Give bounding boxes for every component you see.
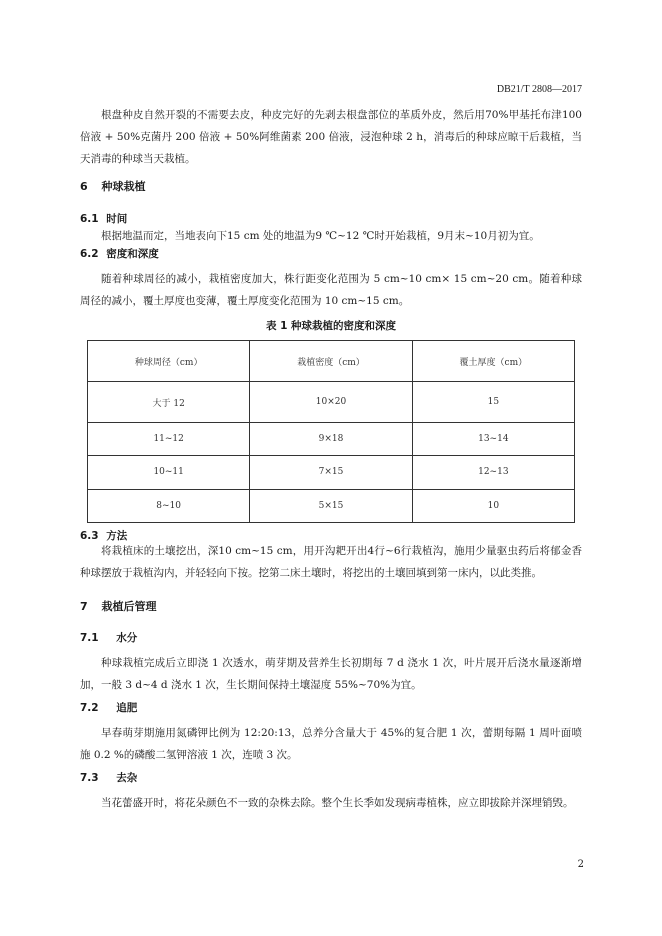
table-cell: 12~13 xyxy=(412,456,574,489)
section-7-1-text: 种球栽植完成后立即浇 1 次透水，萌芽期及营养生长初期每 7 d 浇水 1 次，叶片展开后浇水量逐渐增加，一般 3 d~4 d 浇水 1 次，生长期间保持土壤湿度 55%~70%为宜。 xyxy=(80,657,582,691)
table-cell: 11~12 xyxy=(88,423,250,456)
section-title: 时间 xyxy=(106,213,128,225)
table-cell: 5×15 xyxy=(250,489,412,522)
section-number: 7 xyxy=(80,600,88,613)
section-6-heading xyxy=(80,178,146,194)
table-row xyxy=(88,456,575,489)
table-row xyxy=(88,489,575,522)
section-6-2-text: 随着种球周径的减小，栽植密度加大，株行距变化范围为 5 cm~10 cm× 15 cm~20 cm。随着种球周径的减小，覆土厚度也变薄，覆土厚度变化范围为 10 cm~15 cm。 xyxy=(80,273,582,307)
table-caption: 表 1 种球栽植的密度和深度 xyxy=(265,320,397,332)
table-cell: 9×18 xyxy=(250,423,412,456)
section-number: 7.3 xyxy=(80,772,99,784)
table-cell: 15 xyxy=(412,382,574,423)
section-7-1-heading xyxy=(80,630,137,645)
table-cell: 10 xyxy=(412,489,574,522)
table-header-cell: 覆土厚度（cm） xyxy=(412,341,574,382)
table-cell: 8~10 xyxy=(88,489,250,522)
table-cell: 10×20 xyxy=(250,382,412,423)
section-number: 6.2 xyxy=(80,248,99,260)
section-6-1-heading xyxy=(80,211,127,226)
table-cell: 7×15 xyxy=(250,456,412,489)
table-header-cell: 种球周径（cm） xyxy=(88,341,250,382)
section-7-heading xyxy=(80,598,157,614)
table-row xyxy=(88,382,575,423)
table-1 xyxy=(87,340,575,523)
section-6-3-text: 将栽植床的土壤挖出，深10 cm~15 cm，用开沟耙开出4行~6行栽植沟，施用少量驱虫药后将郁金香种球摆放于栽植沟内，并轻轻向下按。挖第二床土壤时，将挖出的土壤回填到第一床内，以此类推。 xyxy=(80,545,582,579)
section-7-3-heading xyxy=(80,770,137,785)
page-number: 2 xyxy=(577,859,584,870)
section-number: 6.1 xyxy=(80,213,99,225)
table-cell: 10~11 xyxy=(88,456,250,489)
section-7-2-heading xyxy=(80,700,137,715)
table-header-cell: 栽植密度（cm） xyxy=(250,341,412,382)
intro-paragraph: 根盘种皮自然开裂的不需要去皮，种皮完好的先剥去根盘部位的革质外皮，然后用70%甲基托布津100 倍液 + 50%克菌丹 200 倍液 + 50%阿维菌素 200 倍液，浸泡种球 2 h，消毒后的种球应晾干后栽植，当天消毒的种球当天栽植。 xyxy=(80,109,582,165)
section-title: 密度和深度 xyxy=(106,248,159,260)
section-number: 7.2 xyxy=(80,702,99,714)
section-6-1-text: 根据地温而定，当地表向下15 cm 处的地温为9 ℃~12 ℃时开始栽植，9月末~10月初为宜。 xyxy=(101,230,540,242)
section-number: 7.1 xyxy=(80,632,99,644)
table-header-row xyxy=(88,341,575,382)
doc-code-header: DB21/T 2808—2017 xyxy=(496,84,582,95)
section-title: 追肥 xyxy=(116,702,138,714)
table-cell: 大于 12 xyxy=(88,382,250,423)
section-title: 栽植后管理 xyxy=(101,600,157,613)
section-title: 水分 xyxy=(116,632,138,644)
section-title: 方法 xyxy=(106,530,128,542)
table-cell: 13~14 xyxy=(412,423,574,456)
section-title: 种球栽植 xyxy=(101,180,146,193)
section-7-3-text: 当花蕾盛开时，将花朵颜色不一致的杂株去除。整个生长季如发现病毒植株，应立即拔除并深埋销毁。 xyxy=(101,797,574,809)
section-7-2-text: 早春萌芽期施用氮磷钾比例为 12:20:13，总养分含量大于 45%的复合肥 1 次，蕾期每隔 1 周叶面喷施 0.2 %的磷酸二氢钾溶液 1 次，连喷 3 次。 xyxy=(80,727,582,761)
table-row xyxy=(88,423,575,456)
section-6-2-heading xyxy=(80,246,159,261)
section-title: 去杂 xyxy=(116,772,138,784)
section-number: 6 xyxy=(80,180,88,193)
section-number: 6.3 xyxy=(80,530,99,542)
